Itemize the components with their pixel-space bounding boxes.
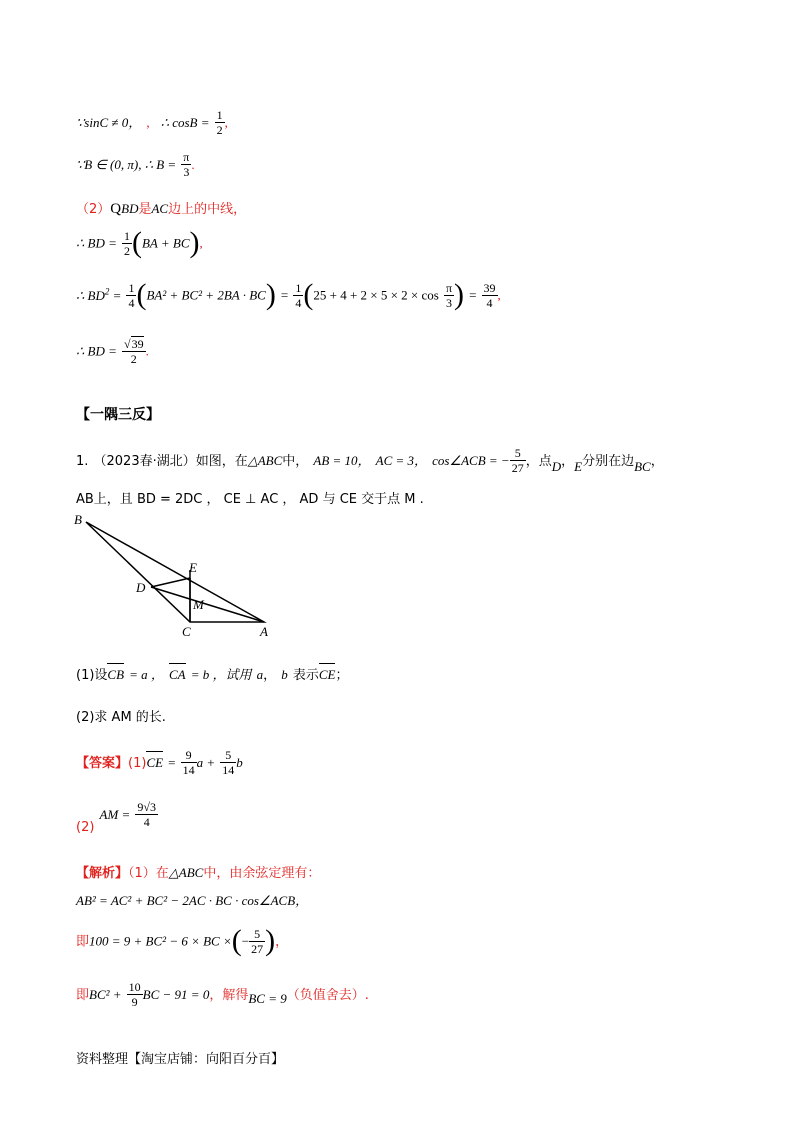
frac-one-half: $\frac{1}{2}$: [216, 108, 223, 137]
answer-part-1: 【答案】(1)CE = $\frac{9}{14}$ a + $\frac{5}{14}$ b: [76, 748, 243, 777]
part2-heading: （2）QBD是AC边上的中线，: [76, 201, 247, 217]
problem-line-2: AB上，且 BD = 2DC ， CE ⊥ AC ， AD 与 CE 交于点 M .: [76, 492, 424, 507]
footer-source: 资料整理【淘宝店铺：向阳百分百】: [76, 1052, 285, 1067]
cosb-text: ∴ cosB =: [160, 115, 210, 130]
question-2: (2)求 AM 的长.: [76, 710, 166, 725]
b-range-text: ∵B ∈ (0, π), ∴ B =: [76, 157, 177, 172]
line-sinc: ∵sinC ≠ 0， , ∴ cosB = $\frac{1}{2}$ ,: [76, 108, 228, 137]
segment-ad: [151, 587, 264, 622]
triangle-abc: [86, 522, 264, 622]
label-e: E: [189, 560, 197, 575]
label-d: D: [136, 580, 146, 595]
analysis-substitution: 即100 = 9 + BC² − 6 × BC ×(− $\frac{5}{27}$ )，: [76, 924, 289, 957]
label-a: A: [260, 624, 268, 639]
line-b-range: ∵B ∈ (0, π), ∴ B = $\frac{\pi}{3}$ .: [76, 150, 195, 179]
question-1: (1)设CB = a ， CA = b ，试用 a， b 表示CE；: [76, 667, 349, 683]
analysis-quadratic: 即BC² + $\frac{10}{9}$ BC − 91 = 0，解得$_{BC = 9}$（负值舍去）.: [76, 980, 369, 1009]
label-c: C: [182, 624, 191, 639]
equation-bd-squared: ∴ $BD^2$ = $\frac{1}{4}$ (BA² + BC² + 2BA · BC) = $\frac{1}{4}$ (25 + 4 + 2 × 5 × 2 × cos $\frac{\pi}{3}$ ) = $\frac{39}{4}$ ,: [76, 278, 501, 311]
analysis-cosine-law: AB² = AC² + BC² − 2AC · BC · cos∠ACB，: [76, 893, 309, 908]
sinc-text: ∵sinC ≠ 0，: [76, 115, 142, 130]
equation-bd-result: ∴ BD = $\frac{√39}{2}$ .: [76, 337, 149, 366]
label-b: B: [74, 512, 82, 527]
frac-pi-three: $\frac{\pi}{3}$: [183, 150, 190, 179]
answer-part-2: $_{(2)}$ AM = $\frac{9√3}{4}$: [76, 800, 156, 835]
label-m: M: [193, 597, 204, 612]
segment-de-guide: [151, 578, 190, 587]
section-title: 【一隅三反】: [76, 407, 160, 423]
problem-line-1: 1. （2023春·湖北）如图，在△ABC中， AB = 10， AC = 3， cos∠ACB = − $\frac{5}{27}$ ，点$_D$，$_E$分别在边$_{BC}$，: [76, 446, 664, 475]
analysis-intro: 【解析】（1）在△ABC中，由余弦定理有：: [76, 865, 321, 881]
equation-bd-vector: ∴ BD = $\frac{1}{2}$ (BA + BC),: [76, 226, 203, 259]
triangle-figure: [66, 510, 286, 640]
